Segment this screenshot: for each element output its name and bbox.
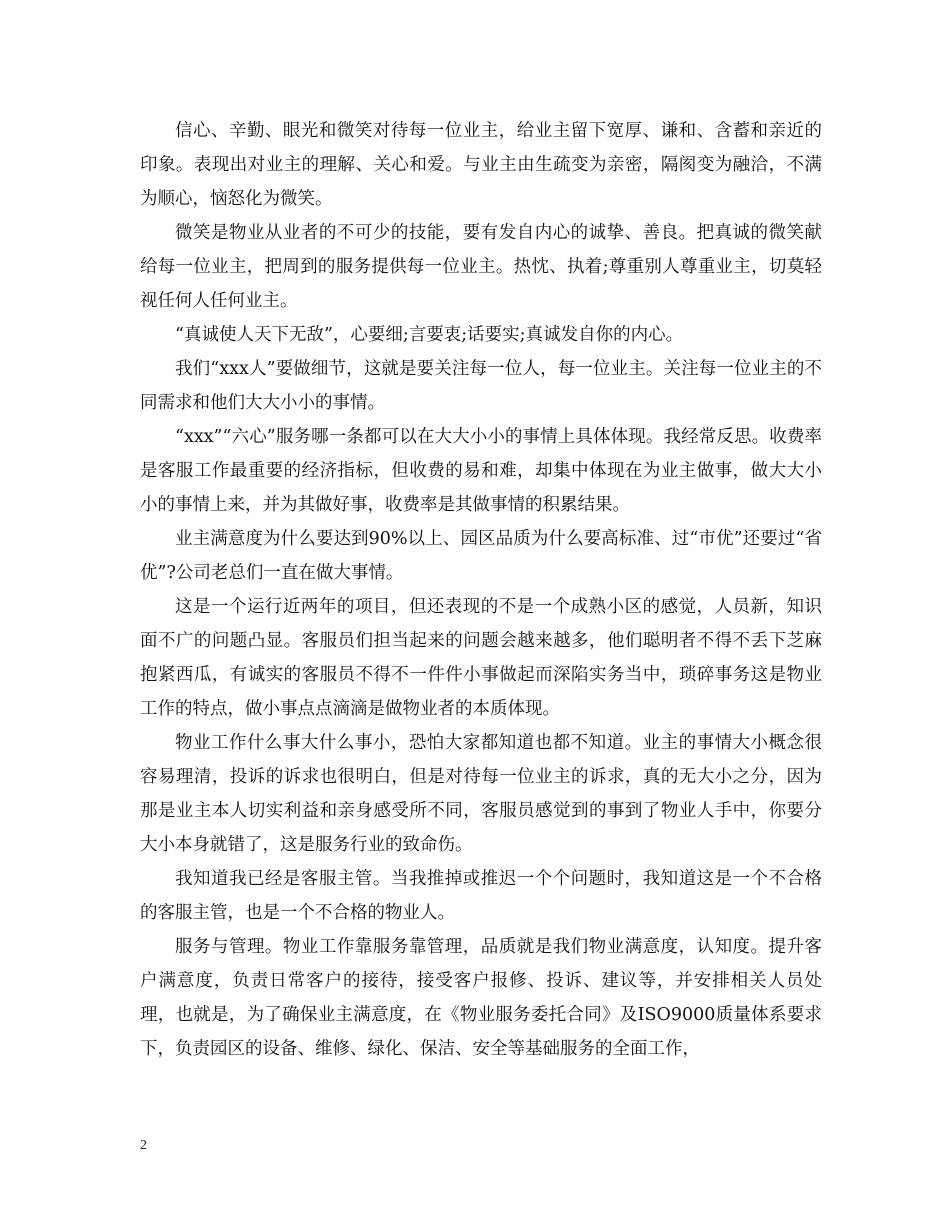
page-number: 2 xyxy=(140,1138,147,1153)
paragraph-5: “xxx”“六心”服务哪一条都可以在大大小小的事情上具体体现。我经常反思。收费率是客服工作最重要的经济指标，但收费的易和难，却集中体现在为业主做事，做大大小小的事情上来，并为其做好事，收费率是其做事情的积累结果。 xyxy=(140,427,822,515)
paragraph-8: 物业工作什么事大什么事小，恐怕大家都知道也都不知道。业主的事情大小概念很容易理清，投诉的诉求也很明白，但是对待每一位业主的诉求，真的无大小之分，因为那是业主本人切实利益和亲身感受所不同，客服员感觉到的事到了物业人手中，你要分大小本身就错了，这是服务行业的致命伤。 xyxy=(140,733,822,855)
paragraph-4: 我们“xxx人”要做细节，这就是要关注每一位人，每一位业主。关注每一位业主的不同需求和他们大大小小的事情。 xyxy=(140,359,822,413)
paragraph-3: “真诚使人天下无敌”，心要细;言要衷;话要实;真诚发自你的内心。 xyxy=(175,325,684,345)
paragraph-9: 我知道我已经是客服主管。当我推掉或推迟一个个问题时，我知道这是一个不合格的客服主管，也是一个不合格的物业人。 xyxy=(140,869,822,923)
document-body xyxy=(140,114,822,1066)
paragraph-10: 服务与管理。物业工作靠服务靠管理，品质就是我们物业满意度，认知度。提升客户满意度，负责日常客户的接待，接受客户报修、投诉、建议等，并安排相关人员处理，也就是，为了确保业主满意度，在《物业服务委托合同》及ISO9000质量体系要求下，负责园区的设备、维修、绿化、保洁、安全等基础服务的全面工作， xyxy=(140,937,822,1059)
paragraph-6: 业主满意度为什么要达到90%以上、园区品质为什么要高标准、过“市优”还要过“省优”?公司老总们一直在做大事情。 xyxy=(140,529,822,583)
paragraph-2: 微笑是物业从业者的不可少的技能，要有发自内心的诚挚、善良。把真诚的微笑献给每一位业主，把周到的服务提供每一位业主。热忱、执着;尊重别人尊重业主，切莫轻视任何人任何业主。 xyxy=(140,223,822,311)
paragraph-1: 信心、辛勤、眼光和微笑对待每一位业主，给业主留下宽厚、谦和、含蓄和亲近的印象。表现出对业主的理解、关心和爱。与业主由生疏变为亲密，隔阂变为融洽，不满为顺心，恼怒化为微笑。 xyxy=(140,121,822,209)
paragraph-7: 这是一个运行近两年的项目，但还表现的不是一个成熟小区的感觉，人员新，知识面不广的问题凸显。客服员们担当起来的问题会越来越多，他们聪明者不得不丢下芝麻抱紧西瓜，有诚实的客服员不得不一件件小事做起而深陷实务当中，琐碎事务这是物业工作的特点，做小事点点滴滴是做物业者的本质体现。 xyxy=(140,597,822,719)
